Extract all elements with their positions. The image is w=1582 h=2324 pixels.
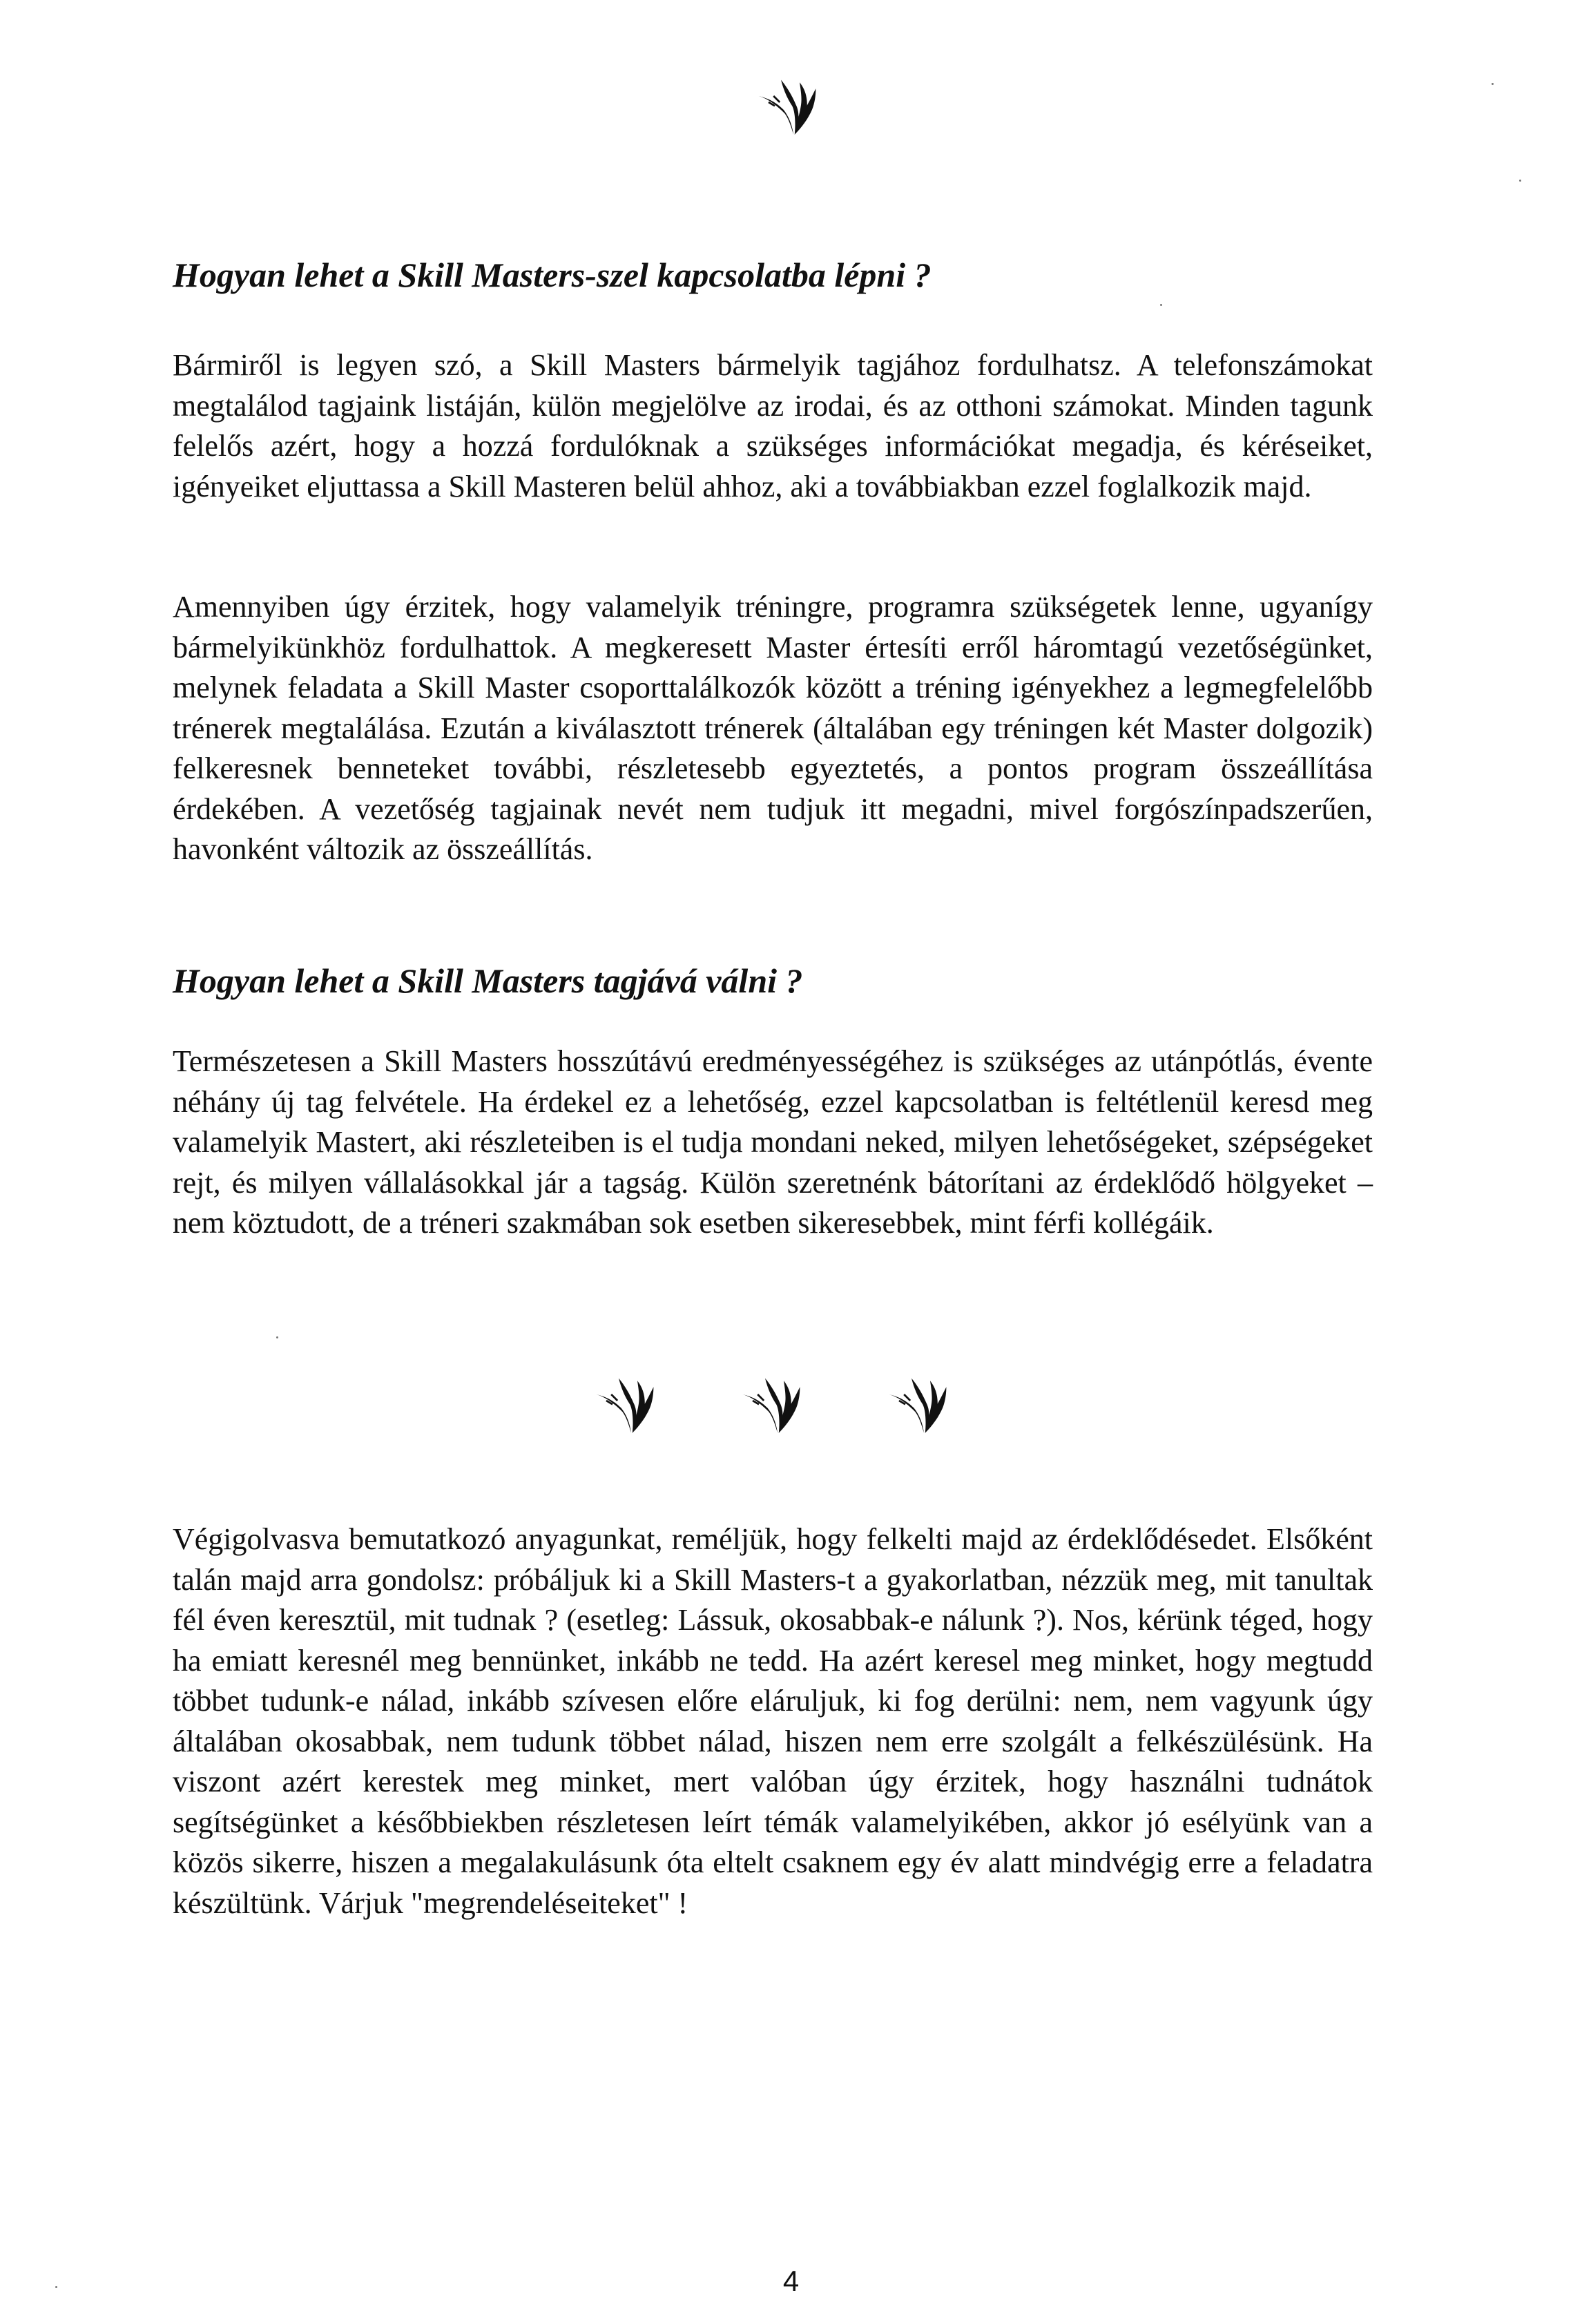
leaf-sprig-icon: [887, 1376, 949, 1438]
leaf-sprig-icon: [756, 77, 818, 140]
paragraph-training-request: Amennyiben úgy érzitek, hogy valamelyik tréningre, programra szükségetek lenne, ugyanígy bármelyikünkhöz fordulhattok. A megkeresett Master értesíti erről háromtagú vezetőségünket, melynek feladata a Skill Master csoporttalálkozók között a tréning igényekhez a legmegfelelőbb trénerek megtalálása. Ezután a kiválasztott trénerek (általában egy tréningen két Master dolgozik) felkeresnek benneteket további, részletesebb egyeztetés, a pontos program összeállítása érdekében. A vezetőség tagjainak nevét nem tudjuk itt megadni, mivel forgószínpadszerűen, havonként változik az összeállítás.: [173, 590, 1373, 866]
scan-speck: [1519, 180, 1521, 182]
section-heading-membership: Hogyan lehet a Skill Masters tagjává válni ?: [173, 961, 803, 1000]
scan-speck: [1160, 304, 1162, 306]
scan-speck: [55, 2286, 57, 2288]
leaf-sprig-icon: [594, 1376, 656, 1438]
paragraph-closing: Végigolvasva bemutatkozó anyagunkat, reméljük, hogy felkelti majd az érdeklődésedet. Elsőként talán majd arra gondolsz: próbáljuk ki a Skill Masters-t a gyakorlatban, nézzük meg, mit tanultak fél éven keresztül, mit tudnak ? (esetleg: Lássuk, okosabbak-e nálunk ?). Nos, kérünk téged, hogy ha emiatt keresnél meg bennünket, inkább ne tedd. Ha azért keresel meg minket, hogy megtudd többet tudunk-e nálad, inkább szívesen előre eláruljuk, ki fog derülni: nem, nem vagyunk úgy általában okosabbak, nem tudunk többet nálad, hiszen nem erre szolgált a felkészülésünk. Ha viszont azért kerestek meg minket, mert valóban úgy érzitek, hogy használni tudnátok segítségünket a későbbiekben részletesen leírt témák valamelyikében, akkor jó esélyünk van a közös sikerre, hiszen a megalakulásunk óta eltelt csaknem egy év alatt mindvégig erre a feladatra készültünk. Várjuk "megrendeléseiteket" !: [173, 1522, 1373, 1920]
scan-speck: [276, 1336, 278, 1338]
scan-speck: [1492, 83, 1494, 85]
section-heading-contact: Hogyan lehet a Skill Masters-szel kapcsolatba lépni ?: [173, 256, 932, 294]
leaf-sprig-icon: [740, 1376, 802, 1438]
page-number: 4: [782, 2265, 800, 2297]
paragraph-contact: Bármiről is legyen szó, a Skill Masters bármelyik tagjához fordulhatsz. A telefonszámokat megtalálod tagjaink listáján, külön megjelölve az irodai, és az otthoni számokat. Minden tagunk felelős azért, hogy a hozzá fordulóknak a szükséges információkat megadja, és kéréseiket, igényeiket eljuttassa a Skill Masteren belül ahhoz, aki a továbbiakban ezzel foglalkozik majd.: [173, 348, 1373, 503]
paragraph-membership: Természetesen a Skill Masters hosszútávú eredményességéhez is szükséges az utánpótlás, évente néhány új tag felvétele. Ha érdekel ez a lehetőség, ezzel kapcsolatban is feltétlenül keresd meg valamelyik Mastert, aki részleteiben is el tudja mondani neked, milyen lehetőségeket, szépségeket rejt, és milyen vállalásokkal jár a tagság. Külön szeretnénk bátorítani az érdeklődő hölgyeket – nem köztudott, de a tréneri szakmában sok esetben sikeresebbek, mint férfi kollégáik.: [173, 1044, 1373, 1240]
